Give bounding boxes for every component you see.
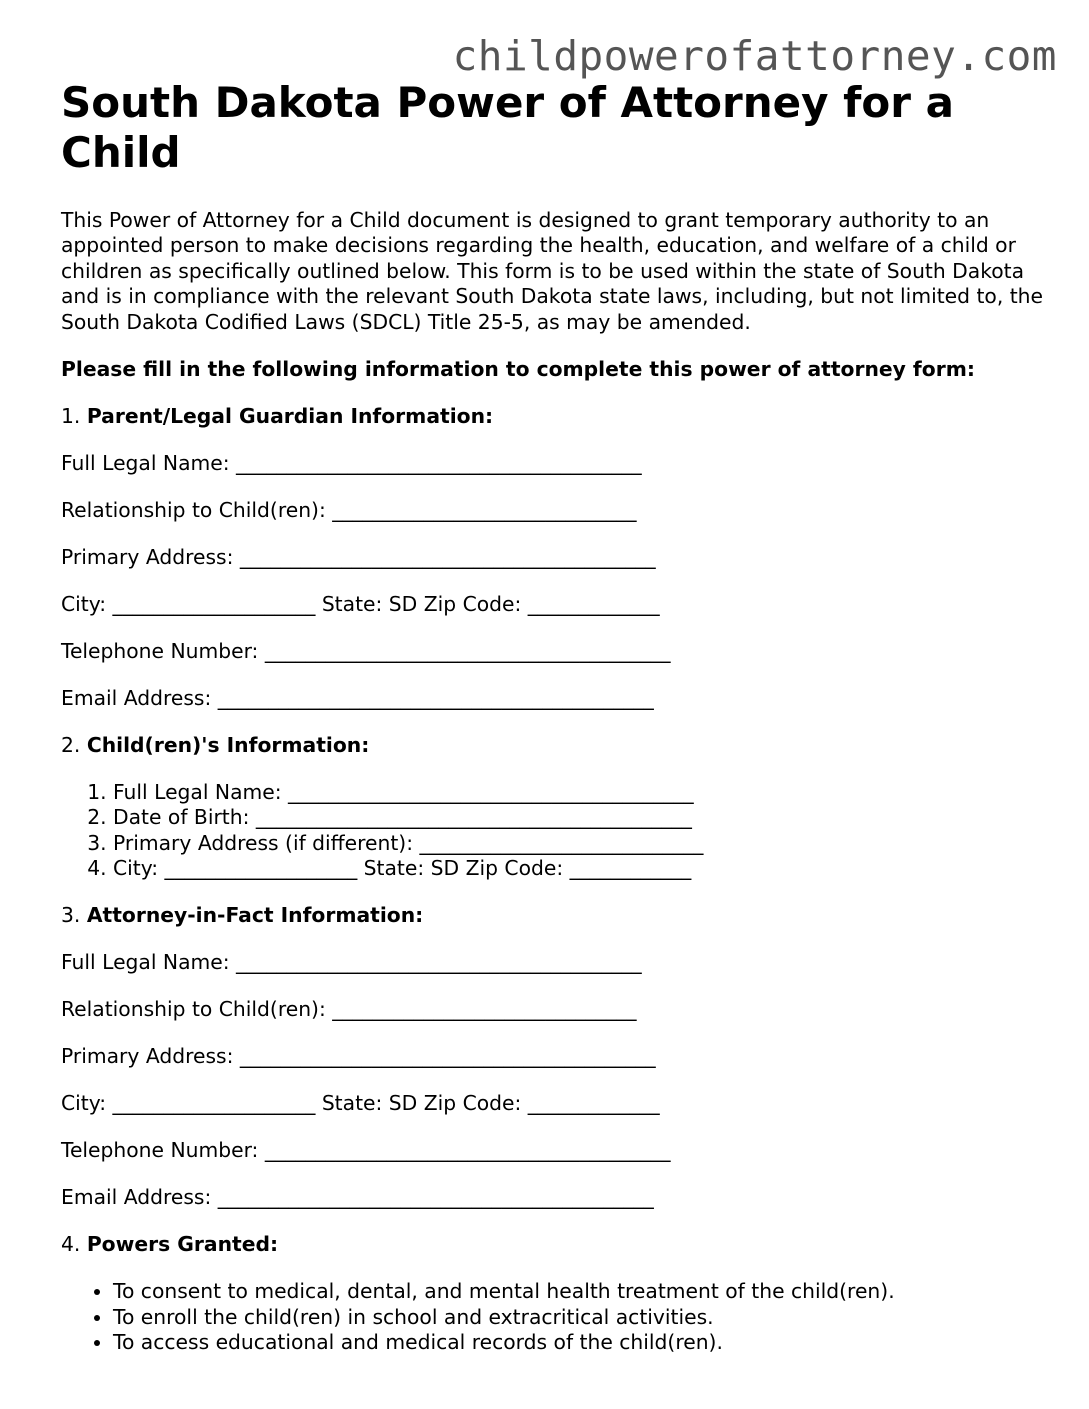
attorney-address-field[interactable]: Primary Address: _________________________________________ <box>61 1044 656 1069</box>
power-item-school: • To enroll the child(ren) in school and extracritical activities. <box>113 1305 1046 1330</box>
section-title: Attorney-in-Fact Information: <box>86 903 424 928</box>
parent-full-name-field[interactable]: Full Legal Name: ________________________________________ <box>61 451 642 476</box>
parent-address-field[interactable]: Primary Address: _________________________________________ <box>61 545 656 570</box>
parent-relationship-field[interactable]: Relationship to Child(ren): ______________________________ <box>61 498 637 523</box>
section-number: 2. <box>61 733 81 758</box>
instruction-text: Please fill in the following information to complete this power of attorney form: <box>61 357 975 382</box>
attorney-phone-field[interactable]: Telephone Number: ________________________________________ <box>61 1138 671 1163</box>
intro-paragraph: This Power of Attorney for a Child document is designed to grant temporary authority to an appointed person to make decisions regarding the health, education, and welfare of a child or children as specifically outlined below. This form is to be used within the state of South Dakota and is in compliance with the relevant South Dakota state laws, including, but not limited to, the South Dakota Codified Laws (SDCL) Title 25-5, as may be amended. <box>61 208 1043 334</box>
powers-list <box>61 1279 1046 1355</box>
section-title: Powers Granted: <box>86 1232 279 1257</box>
section-number: 4. <box>61 1232 81 1257</box>
document-page <box>61 78 1046 1355</box>
parent-email-field[interactable]: Email Address: ___________________________________________ <box>61 686 654 711</box>
parent-phone-field[interactable]: Telephone Number: ________________________________________ <box>61 639 671 664</box>
attorney-city-state-zip-field[interactable]: City: ____________________ State: SD Zip Code: _____________ <box>61 1091 660 1116</box>
power-item-medical: • To consent to medical, dental, and mental health treatment of the child(ren). <box>113 1279 1046 1304</box>
child-address-field[interactable]: 3. Primary Address (if different): ____________________________ <box>113 831 1046 856</box>
section-powers-heading <box>61 1232 1046 1257</box>
section-parent-heading <box>61 404 1046 429</box>
page-title: South Dakota Power of Attorney for a Child <box>61 78 954 177</box>
section-number: 1. <box>61 404 81 429</box>
attorney-relationship-field[interactable]: Relationship to Child(ren): ______________________________ <box>61 997 637 1022</box>
power-item-records: • To access educational and medical records of the child(ren). <box>113 1330 1046 1355</box>
children-info-list <box>61 780 1046 882</box>
parent-city-state-zip-field[interactable]: City: ____________________ State: SD Zip Code: _____________ <box>61 592 660 617</box>
section-children-heading <box>61 733 1046 758</box>
attorney-email-field[interactable]: Email Address: ___________________________________________ <box>61 1185 654 1210</box>
section-title: Parent/Legal Guardian Information: <box>86 404 494 429</box>
attorney-full-name-field[interactable]: Full Legal Name: ________________________________________ <box>61 950 642 975</box>
child-dob-field[interactable]: 2. Date of Birth: ___________________________________________ <box>113 805 1046 830</box>
section-attorney-heading <box>61 903 1046 928</box>
section-number: 3. <box>61 903 81 928</box>
child-city-state-zip-field[interactable]: 4. City: ___________________ State: SD Zip Code: ____________ <box>113 856 1046 881</box>
section-title: Child(ren)'s Information: <box>86 733 370 758</box>
watermark-text: childpowerofattorney.com <box>452 32 1057 80</box>
child-full-name-field[interactable]: 1. Full Legal Name: ________________________________________ <box>113 780 1046 805</box>
